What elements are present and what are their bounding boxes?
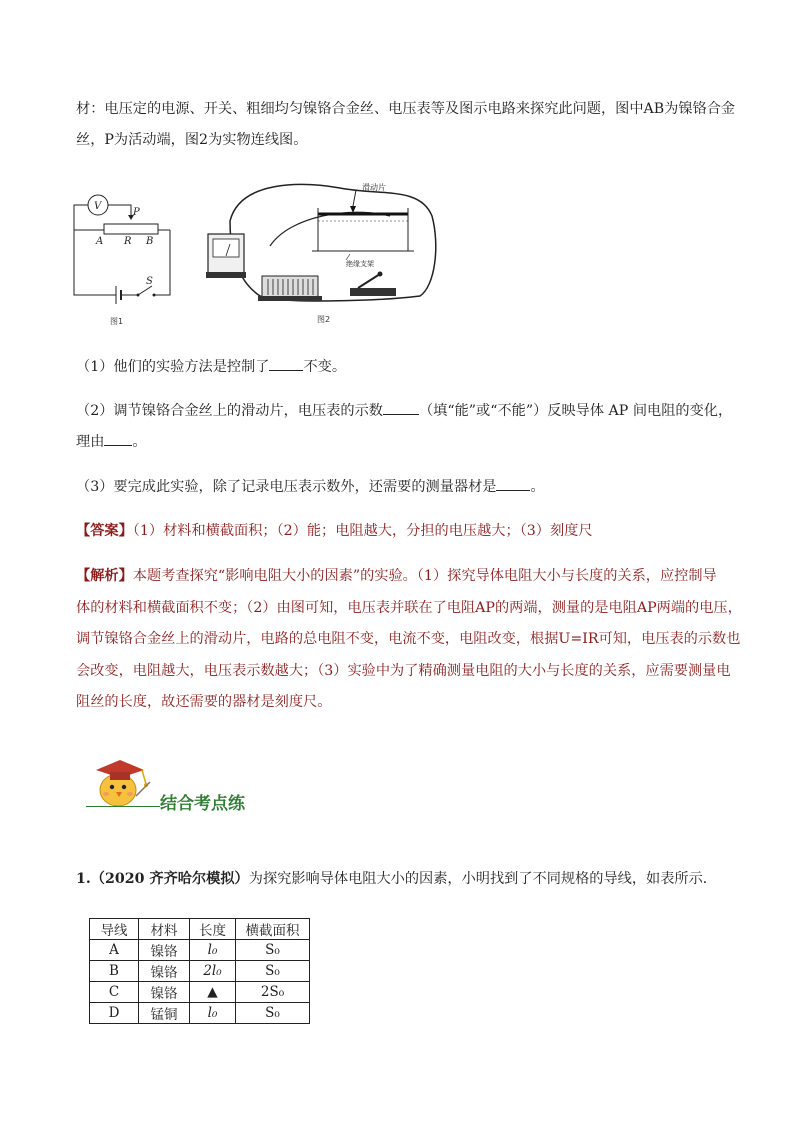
question-2-line-2: 理由 。 [76, 434, 147, 450]
table-cell: l₀ [190, 1003, 236, 1024]
table-cell: 锰铜 [139, 1003, 190, 1024]
table-cell: S₀ [236, 940, 310, 961]
problem-1-text: 为探究影响导体电阻大小的因素，小明找到了不同规格的导线，如表所示． [248, 871, 717, 887]
problem-1-source: 1.（2020 齐齐哈尔模拟） [76, 871, 249, 887]
a-label: A [96, 236, 104, 247]
table-cell: D [90, 1003, 139, 1024]
answer-blank-3 [104, 432, 132, 446]
p-label: P [133, 207, 140, 218]
table-cell: 镍铬 [139, 982, 190, 1003]
analysis-line-2: 体的材料和横截面积不变；（2）由图可知，电压表并联在了电阻AP的两端，测量的是电阻AP两端的电压， [76, 600, 742, 616]
r-label: R [124, 236, 132, 247]
intro-line-1: 材：电压定的电源、开关、粗细均匀镍铬合金丝、电压表等及图示电路来探究此问题，图中AB为镍铬合金 [76, 101, 736, 117]
table-header-cell: 导线 [90, 919, 139, 940]
table-cell: 2l₀ [190, 961, 236, 982]
table-header-cell: 横截面积 [236, 919, 310, 940]
table-header-cell: 长度 [190, 919, 236, 940]
intro-line-2: 丝，P为活动端，图2为实物连线图。 [76, 132, 308, 148]
question-2-line-1: （2）调节镍铬合金丝上的滑动片，电压表的示数 （填“能”或“不能”）反映导体 AP 间电阻的变化， [76, 403, 733, 419]
table-cell: 2S₀ [236, 982, 310, 1003]
s-label: S [146, 276, 153, 287]
b-label: B [146, 236, 154, 247]
circuit-diagram-figure-1 [66, 180, 176, 325]
table-cell: A [90, 940, 139, 961]
table-cell: C [90, 982, 139, 1003]
question-1: （1）他们的实验方法是控制了 不变。 [76, 359, 347, 375]
wire-spec-table [89, 918, 310, 1024]
problem-1 [76, 864, 717, 895]
answer-text: （1）材料和横截面积；（2）能；电阻越大，分担的电压越大；（3）刻度尺 [132, 523, 593, 539]
table-row [90, 940, 310, 961]
stand-label: 绝缘支架 [346, 260, 374, 268]
section-underline [86, 806, 160, 807]
analysis-line-4: 会改变，电阻越大，电压表示数越大；（3）实验中为了精确测量电阻的大小与长度的关系，应需要测量电 [76, 663, 731, 679]
table-header-row [90, 919, 310, 940]
answer-blank-2 [383, 401, 419, 415]
analysis-line-1: 【解析】本题考查探究“影响电阻大小的因素”的实验。（1）探究导体电阻大小与长度的关系，应控制导 [76, 568, 717, 584]
analysis-line-5: 阻丝的长度，故还需要的器材是刻度尺。 [76, 694, 332, 710]
table-cell: l₀ [190, 940, 236, 961]
table-cell: S₀ [236, 1003, 310, 1024]
table-row [90, 961, 310, 982]
apparatus-photo-figure-2 [200, 176, 440, 316]
voltmeter-label: V [94, 201, 102, 212]
question-3: （3）要完成此实验，除了记录电压表示数外，还需要的测量器材是 。 [76, 479, 545, 495]
graduate-chick-icon [84, 752, 156, 810]
analysis-tag: 【解析】 [76, 568, 133, 584]
answer-tag: 【答案】 [76, 523, 133, 539]
table-row [90, 982, 310, 1003]
answer-paragraph [76, 516, 593, 547]
table-cell: 镍铬 [139, 940, 190, 961]
resistor-wire [104, 224, 158, 234]
answer-blank-1 [269, 357, 303, 371]
table-cell: 镍铬 [139, 961, 190, 982]
analysis-line-3: 调节镍铬合金丝上的滑动片，电路的总电阻不变，电流不变，电阻改变，根据U=IR可知，电压表的示数也 [76, 631, 741, 647]
table-header-cell: 材料 [139, 919, 190, 940]
figure-2-caption: 图2 [317, 315, 331, 324]
answer-blank-4 [496, 477, 530, 491]
figure-1-caption: 图1 [110, 317, 124, 326]
table-cell: B [90, 961, 139, 982]
table-cell: ▲ [190, 982, 236, 1003]
table-row [90, 1003, 310, 1024]
slider-label: 滑动片 [362, 183, 386, 192]
table-cell: S₀ [236, 961, 310, 982]
section-title: 结合考点练 [160, 794, 245, 814]
